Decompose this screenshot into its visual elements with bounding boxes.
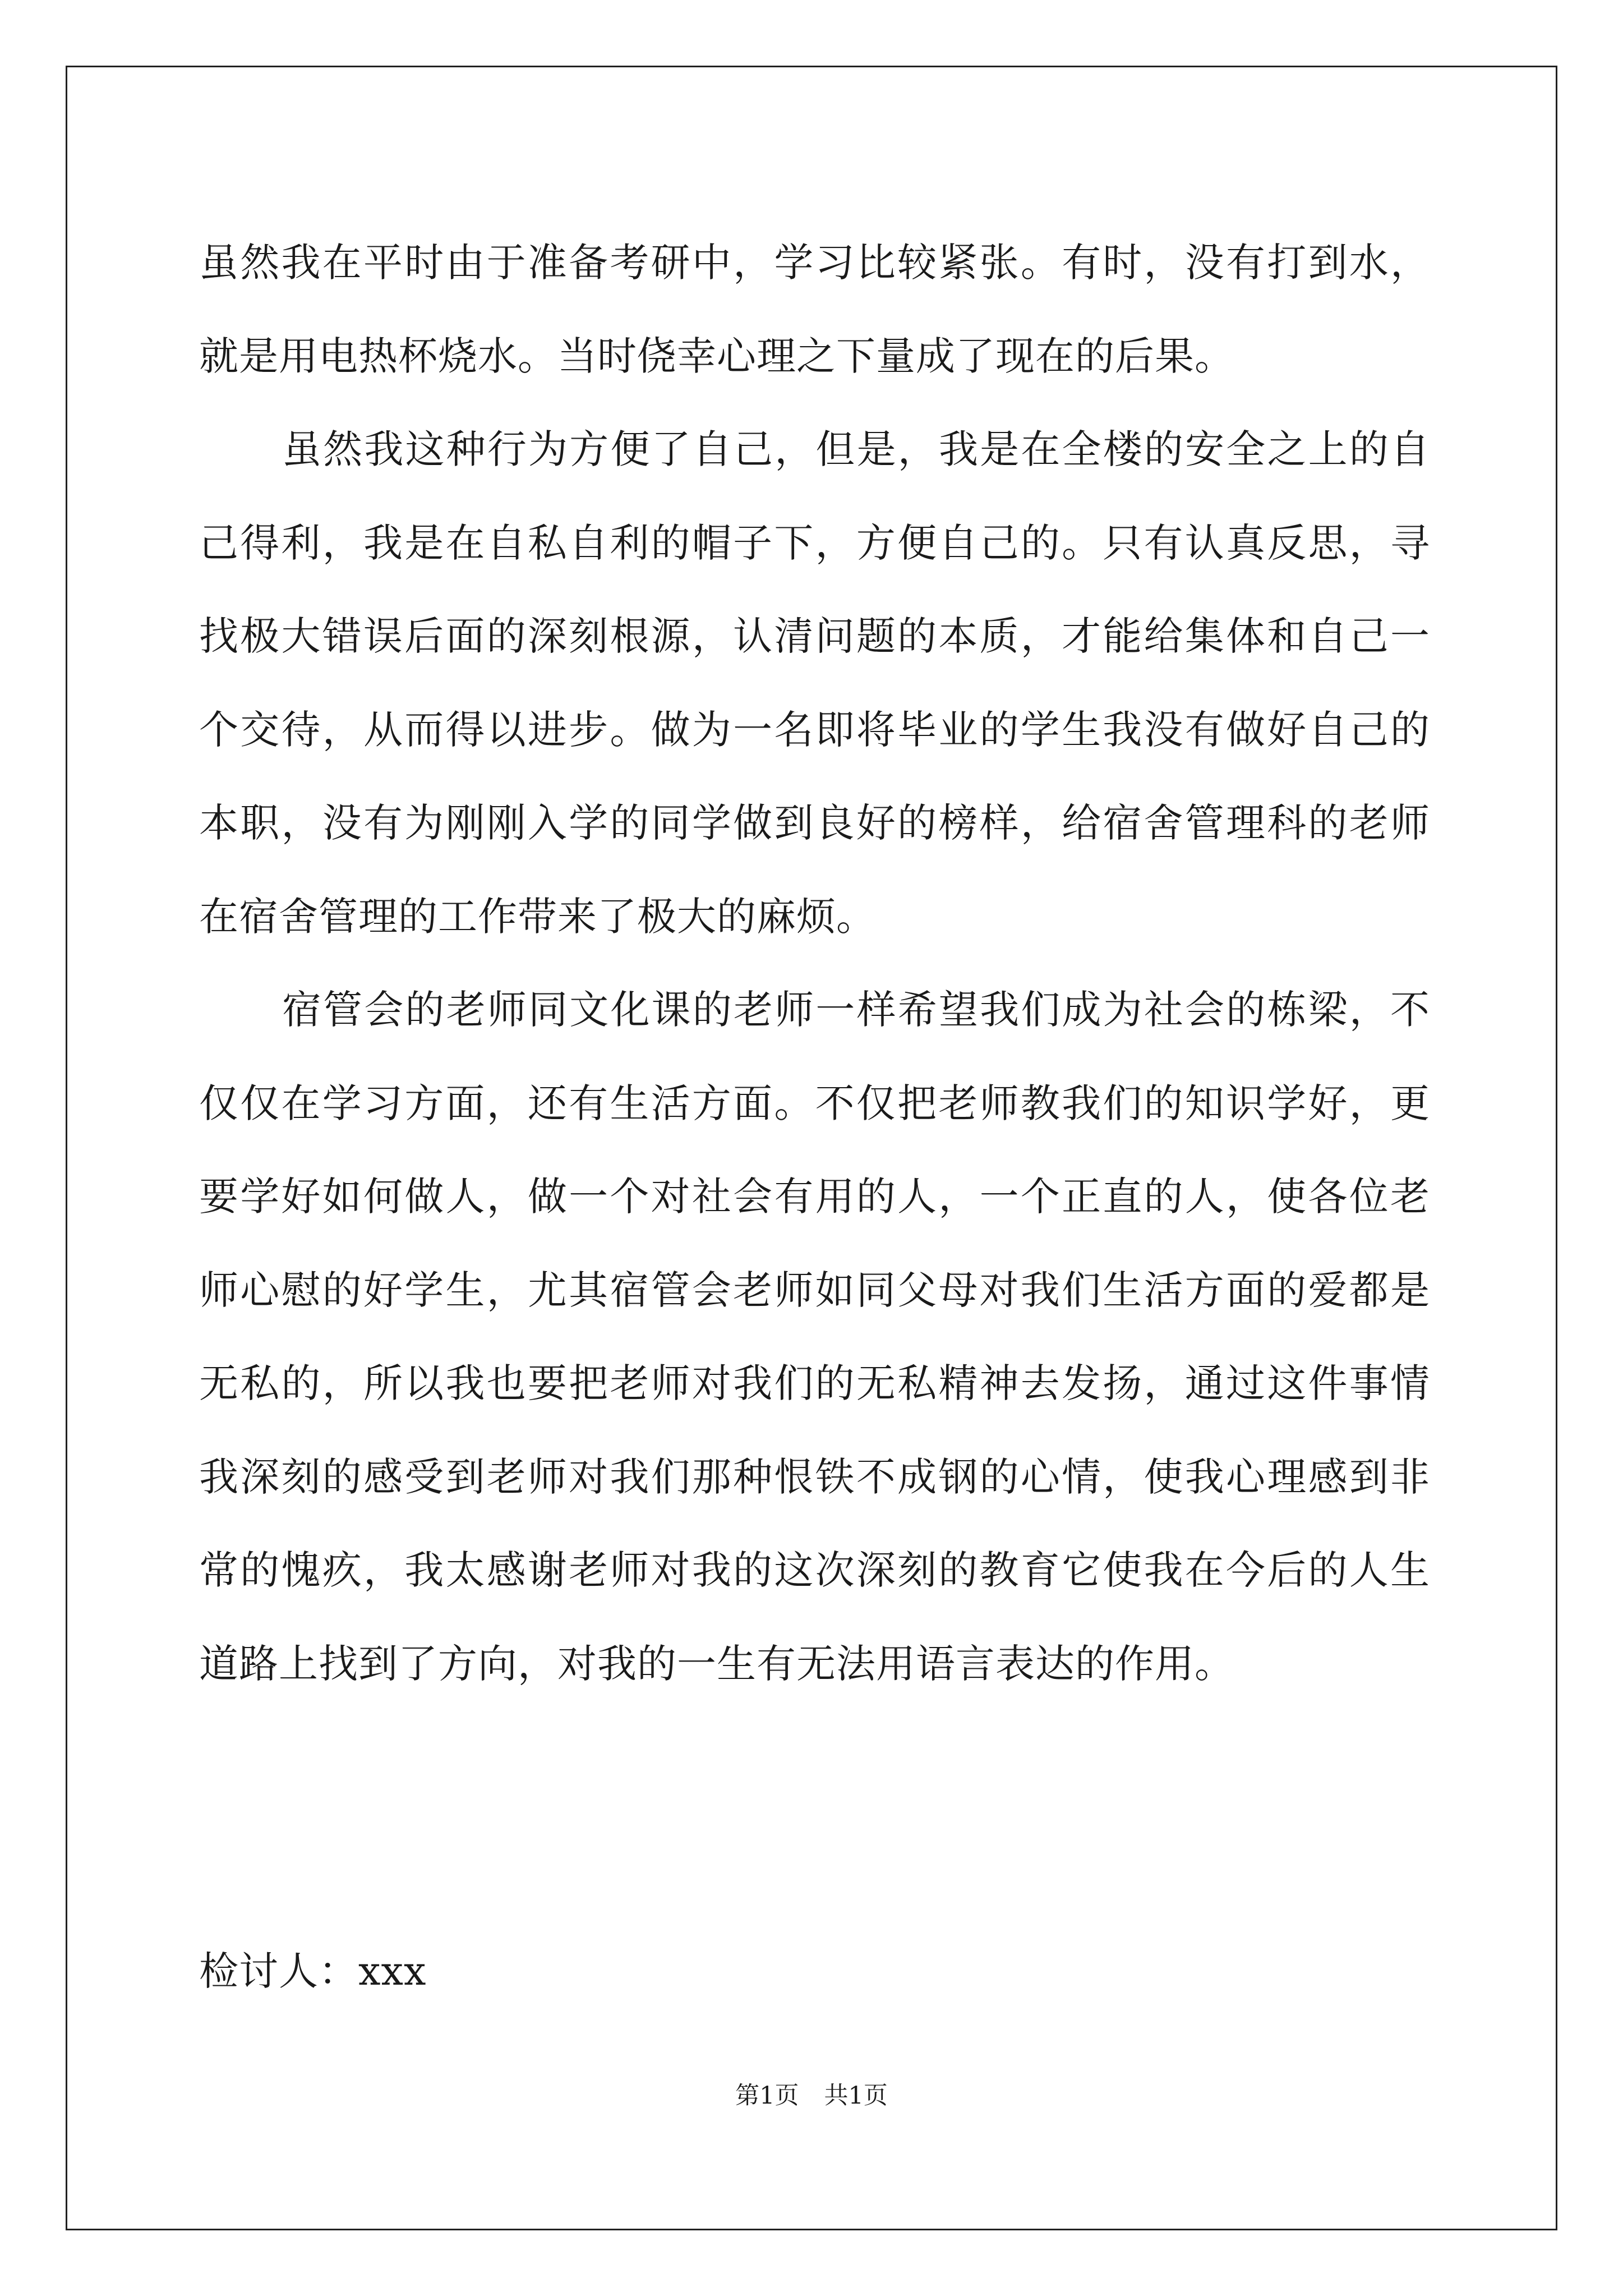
- document-body: [199, 216, 1430, 1710]
- page-total: 共1页: [824, 2082, 888, 2110]
- page-footer: [0, 2079, 1623, 2113]
- paragraph-3: 宿管会的老师同文化课的老师一样希望我们成为社会的栋梁，不仅仅在学习方面，还有生活方面。不仅把老师教我们的知识学好，更要学好如何做人，做一个对社会有用的人，一个正直的人，使各位老师心慰的好学生，尤其宿管会老师如同父母对我们生活方面的爱都是无私的，所以我也要把老师对我们的无私精神去发扬，通过这件事情我深刻的感受到老师对我们那种恨铁不成钢的心情，使我心理感到非常的愧疚，我太感谢老师对我的这次深刻的教育它使我在今后的人生道路上找到了方向，对我的一生有无法用语言表达的作用。: [199, 987, 1430, 1687]
- signature-line: 检讨人：xxx: [199, 1948, 427, 1994]
- paragraph-2: 虽然我这种行为方便了自己，但是，我是在全楼的安全之上的自己得利，我是在自私自利的帽子下，方便自己的。只有认真反思，寻找极大错误后面的深刻根源，认清问题的本质，才能给集体和自己一个交待，从而得以进步。做为一名即将毕业的学生我没有做好自己的本职，没有为刚刚入学的同学做到良好的榜样，给宿舍管理科的老师在宿舍管理的工作带来了极大的麻烦。: [199, 426, 1430, 940]
- paragraph-1: 虽然我在平时由于准备考研中，学习比较紧张。有时，没有打到水，就是用电热杯烧水。当时侥幸心理之下量成了现在的后果。: [199, 240, 1430, 379]
- page-number: 第1页: [735, 2082, 799, 2110]
